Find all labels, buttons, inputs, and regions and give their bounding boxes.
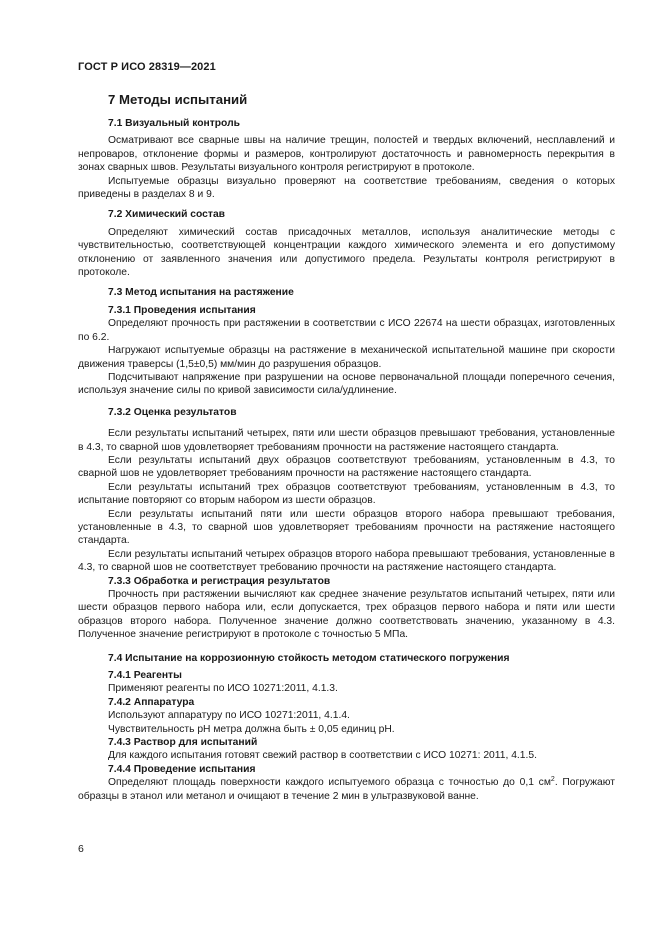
superscript: 2 xyxy=(550,776,555,784)
section-7-3-1-title: 7.3.1 Проведения испытания xyxy=(108,304,256,316)
paragraph-text: . Погружают образцы в этанол или метанол и очищают в течение 2 мин в ультразвуковой ванне. xyxy=(78,777,615,802)
paragraph: Определяют прочность при растяжении в соответствии с ИСО 22674 на шести образцах, изготовленных по 6.2. xyxy=(78,318,615,343)
section-7-4-1-title: 7.4.1 Реагенты xyxy=(108,670,182,682)
section-7-title: 7 Методы испытаний xyxy=(108,92,248,107)
standard-header: ГОСТ Р ИСО 28319—2021 xyxy=(78,61,216,73)
paragraph: Определяют химический состав присадочных металлов, используя аналитические методы с чувствительностью, соответствующей концентрации каждого химического элемента и его допустимому отклонению от заявленного значения или допустимого предела. Результаты контроля регистрируют в протоколе. xyxy=(78,226,615,279)
section-7-2-title: 7.2 Химический состав xyxy=(108,209,225,221)
paragraph: Подсчитывают напряжение при разрушении на основе первоначальной площади поперечного сечения, используя значение силы по кривой зависимости сила/удлинение. xyxy=(78,371,615,397)
spacer xyxy=(78,419,615,427)
paragraph: Если результаты испытаний двух образцов соответствуют требованиям, установленным в 4.3, то сварной шов не удовлетворяет требованиям прочности на растяжение настоящего стандарта. xyxy=(78,454,615,480)
section-7-3-2-title: 7.3.2 Оценка результатов xyxy=(108,406,237,418)
paragraph-text: Определяют площадь поверхности каждого испытуемого образца с точностью до 0,1 см xyxy=(108,777,551,789)
section-7-4-title: 7.4 Испытание на коррозионную стойкость методом статического погружения xyxy=(108,652,510,664)
page-number: 6 xyxy=(78,843,84,855)
section-7-4-4-title: 7.4.4 Проведение испытания xyxy=(108,763,256,775)
paragraph: Испытуемые образцы визуально проверяют на соответствие требованиям, сведения о которых приведены в разделах 8 и 9. xyxy=(78,175,615,201)
section-7-4-2-title: 7.4.2 Аппаратура xyxy=(108,696,195,708)
paragraph xyxy=(78,776,615,803)
paragraph: Чувствительность pH метра должна быть ± 0,05 единиц pH. xyxy=(108,723,395,735)
section-7-3-title: 7.3 Метод испытания на растяжение xyxy=(108,287,294,299)
paragraph: Если результаты испытаний пяти или шести образцов второго набора превышают требования, установленные в 4.3, то сварной шов удовлетворяет требованиям прочности на растяжение настоящего стандарта. xyxy=(78,508,615,547)
section-7-1-title: 7.1 Визуальный контроль xyxy=(108,118,240,129)
paragraph: Осматривают все сварные швы на наличие трещин, полостей и твердых включений, несплавлений и непроваров, отклонение формы и размеров, контролируют достаточность и равномерность перекрытия в зонах сварных швов. Результаты визуального контроля регистрируют в протоколе. xyxy=(78,135,615,174)
paragraph: Применяют реагенты по ИСО 10271:2011, 4.1.3. xyxy=(108,683,338,695)
paragraph: Если результаты испытаний четырех образцов второго набора превышают требования, установленные в 4.3, то сварной шов не соответствует требованию прочности на растяжение настоящего стандарта. xyxy=(78,548,615,574)
paragraph: Прочность при растяжении вычисляют как среднее значение результатов испытаний четырех, пяти или шести образцов первого набора или, если допускается, трех образцов первого набора и пяти или шести образцов второго набора. Полученное значение должно соответствовать значению, указанному в 4.3. Полученное значение регистрируют в протоколе с точностью 5 МПа. xyxy=(78,589,615,641)
paragraph: Для каждого испытания готовят свежий раствор в соответствии с ИСО 10271: 2011, 4.1.5. xyxy=(108,750,537,762)
section-7-4-3-title: 7.4.3 Раствор для испытаний xyxy=(108,737,258,749)
paragraph: Если результаты испытаний трех образцов соответствуют требованиям, установленным в 4.3, то испытание повторяют со вторым набором из шести образцов. xyxy=(78,481,615,507)
paragraph: Используют аппаратуру по ИСО 10271:2011, 4.1.4. xyxy=(108,710,350,722)
paragraph: Если результаты испытаний четырех, пяти или шести образцов превышают требования, установленные в 4.3, то сварной шов удовлетворяет требованиям прочности на растяжение настоящего стандарта. xyxy=(78,428,615,453)
section-7-3-3-title: 7.3.3 Обработка и регистрация результатов xyxy=(108,575,331,587)
document-body xyxy=(78,92,615,803)
paragraph: Нагружают испытуемые образцы на растяжение в механической испытательной машине при скорости движения траверсы (1,5±0,5) мм/мин до разрушения образцов. xyxy=(78,345,615,370)
